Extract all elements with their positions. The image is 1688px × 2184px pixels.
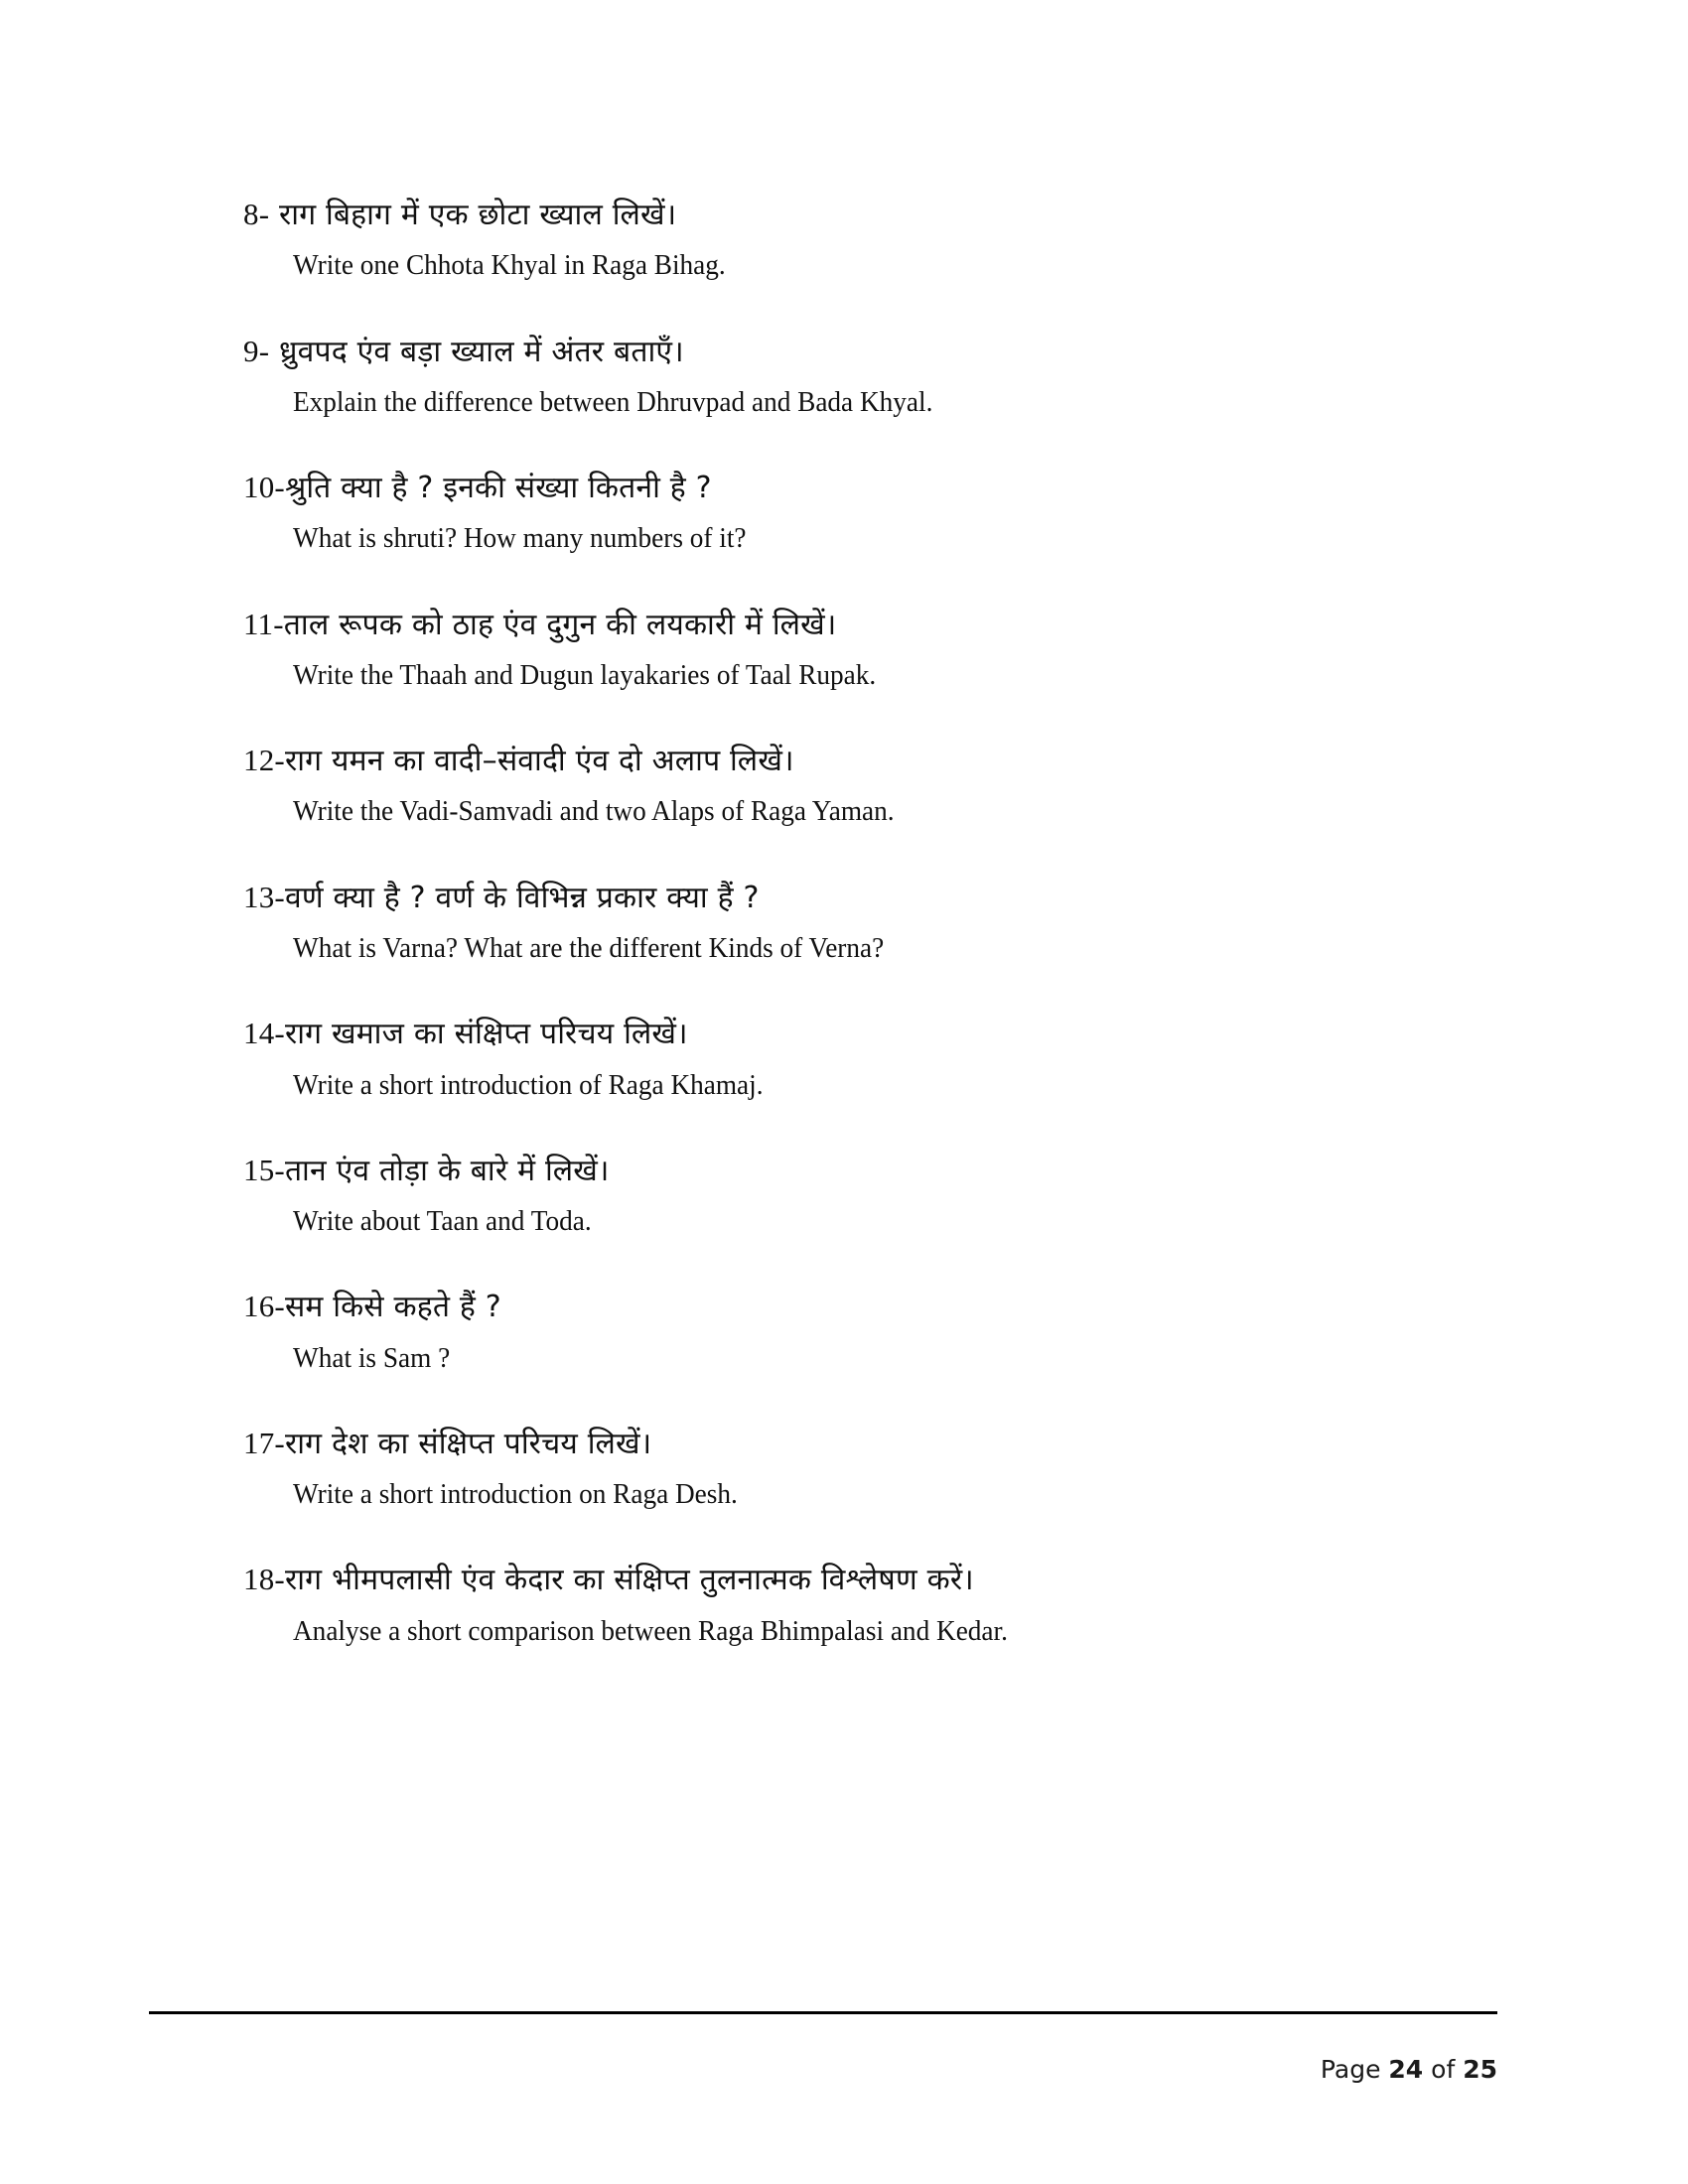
page-footer	[149, 2011, 1497, 2113]
question-english: Write the Vadi-Samvadi and two Alaps of Raga Yaman.	[293, 795, 895, 828]
question-block	[243, 741, 1504, 830]
question-hindi	[243, 1560, 1504, 1599]
question-english: Analyse a short comparison between Raga Bhimpalasi and Kedar.	[293, 1614, 1008, 1647]
question-english: What is Varna? What are the different Kinds of Verna?	[293, 932, 885, 965]
question-number-gap	[269, 198, 279, 232]
question-hindi	[243, 878, 1504, 917]
question-hindi	[243, 195, 1504, 234]
question-english: Write a short introduction of Raga Khamaj.	[293, 1068, 764, 1101]
question-number: 14-	[243, 1016, 285, 1051]
question-hindi	[243, 468, 1504, 507]
question-english: Write about Taan and Toda.	[293, 1205, 592, 1238]
question-number: 12-	[243, 743, 285, 778]
question-hindi	[243, 1151, 1504, 1190]
question-hindi-text: ताल रूपक को ठाह एंव दुगुन की लयकारी में लिखें।	[283, 607, 837, 642]
question-english: Explain the difference between Dhruvpad and Bada Khyal.	[293, 385, 933, 418]
page-number	[149, 2026, 1497, 2113]
question-number: 13-	[243, 879, 285, 914]
question-number: 16-	[243, 1289, 285, 1324]
question-block	[243, 1424, 1504, 1513]
question-hindi-text: राग यमन का वादी–संवादी एंव दो अलाप लिखें।	[284, 744, 794, 779]
question-number: 15-	[243, 1152, 285, 1187]
question-hindi	[243, 741, 1504, 780]
question-hindi-text: श्रुति क्या है ? इनकी संख्या कितनी है ?	[284, 471, 712, 506]
question-hindi	[243, 605, 1504, 644]
page-current: 24	[1388, 2055, 1424, 2084]
question-number: 17-	[243, 1425, 285, 1460]
question-hindi-text: राग बिहाग में एक छोटा ख्याल लिखें।	[278, 198, 677, 232]
question-number: 8-	[243, 197, 270, 231]
question-hindi-text: राग भीमपलासी एंव केदार का संक्षिप्त तुलनात्मक विश्लेषण करें।	[284, 1563, 974, 1598]
question-english: Write one Chhota Khyal in Raga Bihag.	[293, 249, 726, 282]
question-hindi-text: सम किसे कहते हैं ?	[284, 1290, 501, 1325]
question-hindi-text: वर्ण क्या है ? वर्ण के विभिन्न प्रकार क्या हैं ?	[284, 880, 760, 915]
question-hindi	[243, 332, 1504, 371]
question-block	[243, 1151, 1504, 1240]
question-english: Write a short introduction on Raga Desh.	[293, 1478, 738, 1511]
page-label-middle: of	[1423, 2055, 1464, 2084]
question-list	[243, 195, 1504, 1697]
question-english: Write the Thaah and Dugun layakaries of Taal Rupak.	[293, 658, 877, 691]
question-english: What is shruti? How many numbers of it?	[293, 522, 747, 555]
question-hindi	[243, 1287, 1504, 1326]
question-block	[243, 195, 1504, 284]
question-hindi-text: ध्रुवपद एंव बड़ा ख्याल में अंतर बताएँ।	[278, 334, 684, 369]
question-hindi-text: राग देश का संक्षिप्त परिचय लिखें।	[284, 1426, 652, 1461]
question-hindi-text: तान एंव तोड़ा के बारे में लिखें।	[284, 1153, 610, 1188]
question-number-gap	[269, 335, 279, 369]
question-block	[243, 878, 1504, 967]
question-block	[243, 1560, 1504, 1649]
footer-divider	[149, 2011, 1497, 2014]
question-english: What is Sam ?	[293, 1341, 451, 1374]
question-block	[243, 1287, 1504, 1376]
question-block	[243, 1014, 1504, 1103]
question-number: 18-	[243, 1562, 285, 1597]
question-number: 11-	[243, 606, 284, 641]
question-hindi	[243, 1424, 1504, 1463]
question-block	[243, 332, 1504, 421]
question-hindi	[243, 1014, 1504, 1053]
question-block	[243, 605, 1504, 694]
question-block	[243, 468, 1504, 557]
question-number: 10-	[243, 470, 285, 505]
page-label-prefix: Page	[1320, 2055, 1389, 2084]
question-hindi-text: राग खमाज का संक्षिप्त परिचय लिखें।	[284, 1017, 688, 1052]
question-number: 9-	[243, 333, 270, 368]
page-total: 25	[1463, 2055, 1497, 2084]
